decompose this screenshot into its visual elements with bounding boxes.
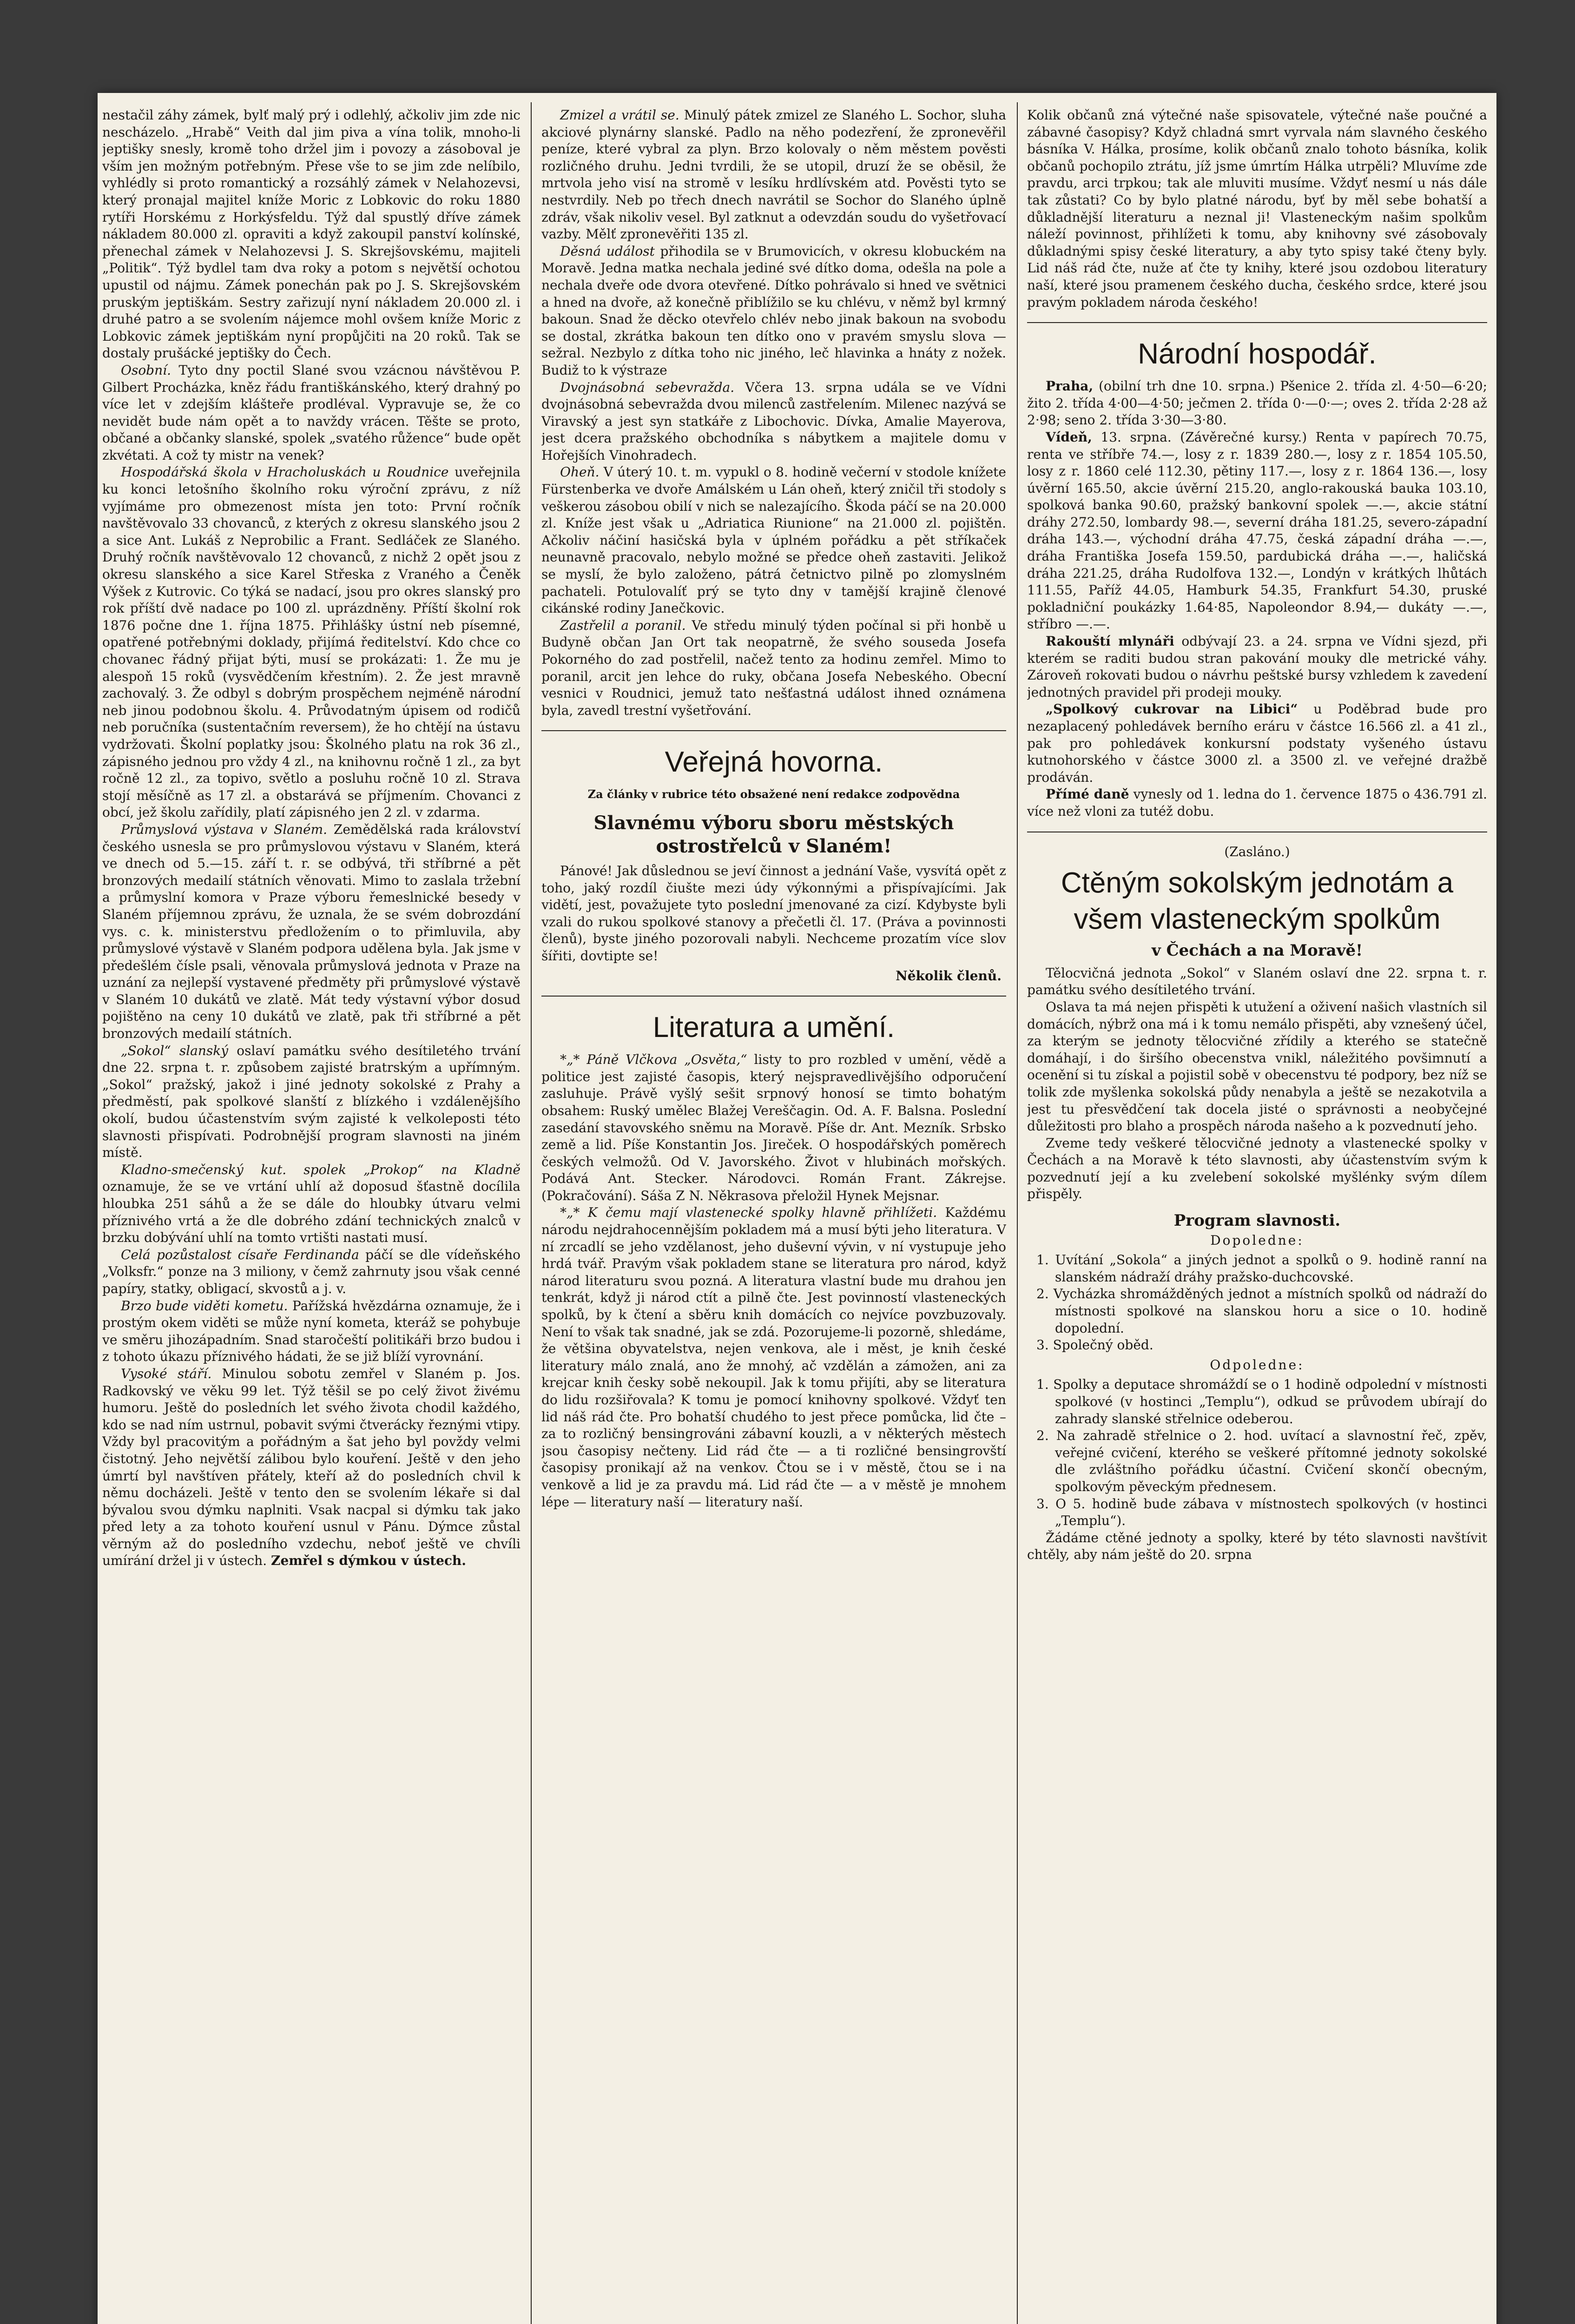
appeal-title: Ctěným sokolským jednotám a všem vlasteneckým spolkům [1061,867,1454,936]
article-lead: Praha, [1046,378,1094,394]
article-vystava: Průmyslová výstava v Slaném. Zemědělská rada království českého usnesla se pro průmyslovou výstavu v Slaném, která ve dnech od 5.—15. září t. r. se odbývá, tři stříbrné a pět bronzových medailí státních věnovati. Mimo to zaslala tržební a průmyslní komora v Praze výboru řemeslnické besedy v Slaném příjemnou zprávu, že uznala, že se svém dobrozdání vys. c. k. ministerstvu předložením o to přimluvila, aby průmyslové výstavě v Slaném podpora udělena byla. Jak jsme v předešlém čísle psali, věnovala průmyslová jednota v Praze na uznání za nejlepší vystavené předměty při průmyslové výstavě v Slaném 10 dukátů ve zlatě. Mát tedy výstavní výbor dosud pojištěno na ceny 10 dukátů ve zlatě, pak tři stříbrné a pět bronzových medailí státních. [102,821,521,1042]
program-item: 2. Na zahradě střelnice o 2. hod. uvítací a slavnostní řeč, zpěv, veřejné cvičení, kterého se veškeré přítomné jednoty sokolské dle zvláštního pořádku účastní. Cvičení skončí obecným, spolkovým pěveckým přednesem. [1036,1428,1487,1494]
article-lead: „Sokol“ slanský [121,1043,229,1058]
appeal-body: Oslava ta má nejen přispěti k utužení a oživení našich vlastních sil domácích, nýbrž ona má i k tomu nemálo přispěti, aby vznešený účel, za kterým se jednoty tělocvičné zřídily a kterého se statečně domáhají, i do širšího obecenstva vnikl, náležitého povšimnutí a ocenění si tu získal a pojistil sobě v obecenstvu té podpory, bez níž se tolik zde myšlenka sokolská půdy nenabyla a ještě se nezakotvila a jest tu přesvědčení tak docela jisté o správnosti a neobyčejné důležitosti pro blaho a prospěch národa našeho a k pozvednutí jeho. [1027,999,1487,1134]
program-item: 3. Společný oběd. [1036,1337,1153,1353]
article-udalost: Děsná událost přihodila se v Brumovicích, v okresu klobuckém na Moravě. Jedna matka nechala jediné své dítko doma, odešla na pole a nechala dveře ode dvora otevřené. Dítko pohrávalo si hned ve světnici a hned na dvoře, až konečně přiblížilo se ku chlévu, v němž byl krmný bakoun. Snad že děcko otevřelo chlév nebo jinak bakoun na svobodu se dostal, zkrátka bakoun ten dítko ono v pravém smyslu slova — sežral. Nezbylo z dítka toho nic jiného, leč hlavinka a hnáty z nožek. Budiž to k výstraze [541,243,1006,378]
article-lead: Zastřelil a poranil. [560,617,686,633]
article-lead: Dvojnásobná sebevražda. [560,379,735,395]
column-right [1027,107,1487,2324]
appeal-subtitle: v Čechách a na Moravě! [1151,941,1363,960]
article-mlynari: Rakouští mlynáři odbývají 23. a 24. srpna ve Vídni sjezd, při kterém se raditi budou stran pakování mouky dle metrické váhy. Zároveň rokovati budou o návrhu peštské bursy vzhledem k zavedení jednotných pravidel při prodeji mouky. [1027,634,1487,700]
appeal-closing: Žádáme ctěné jednoty a spolky, které by této slavnosti navštívit chtěly, aby nám ještě do 20. srpna [1027,1530,1487,1563]
article-lead: Průmyslová výstava v Slaném. [121,821,328,837]
program-title: Program slavnosti. [1173,1211,1341,1230]
article-sokol: „Sokol“ slanský oslaví památku svého desítiletého trvání dne 22. srpna t. r. způsobem zajisté bratrským a upřímným. „Sokol“ pražský, jakož i jiné jednoty sokolské z Prahy a předměstí, pak spolkové slanští z blízkého i vzdálenějšího okolí, budou účastenstvím svým zajisté k velkoleposti této slavnosti přispívati. Podrobnější program slavnosti na jiném místě. [102,1043,521,1161]
appeal-intro: Tělocvičná jednota „Sokol“ v Slaném oslaví dne 22. srpna t. r. památku svého desítiletého trvání. [1027,965,1487,998]
section-title-literatura: Literatura a umění. [652,1011,895,1044]
article-lead: Vysoké stáří. [121,1366,212,1381]
article-viden: Vídeň, 13. srpna. (Závěrečné kursy.) Renta v papírech 70.75, renta ve stříbře 74.—, losy z r. 1839 280.—, losy z r. 1854 105.50, losy z r. 1860 celé 112.30, pětiny 117.—, losy z r. 1864 136.—, losy úvěrní 165.50, akcie úvěrní 215.20, anglo-rakouská bauka 103.10, spolková banka 90.60, pražský bankovní spolek —.—, akcie státní dráhy 272.50, lombardy 98.—, severní dráha 181.25, severo-západní dráha 143.—, východní dráha 47.75, česká západní dráha —.—, dráha Františka Josefa 159.50, pardubická dráha —.—, haličská dráha 221.25, dráha Rudolfova 132.—, Londýn v krátkých lhůtách 111.55, Paříž 44.05, Hamburk 54.35, Frankfurt 54.30, pruské pokladniční poukázky 1.64·85, Napoleondor 8.94,— dukáty —.—, stříbro —.—. [1027,429,1487,632]
article-lead: Vídeň, [1046,429,1092,445]
section-title-hospodar: Národní hospodář. [1138,338,1377,370]
article-hosp-skola: Hospodářská škola v Hracholuskách u Roudnice uveřejnila ku konci letošního školního roku výroční zprávu, z níž vyjímáme pro obmezenost místa jen toto: První ročník navštěvovalo 33 chovanců, z kterých z okresu slanského jsou 2 a sice Ant. Lukáš z Neprobilic a Frant. Sedláček ze Slaného. Druhý ročník navštěvovalo 12 chovanců, z nichž 2 opět jsou z okresu slanského a sice Karel Střeska z Vraného a Čeněk Výšek z Kutrovic. Co týká se nadací, jsou pro okres slanský pro rok příští dvě nadace po 100 zl. uprázdněny. Příští školní rok 1876 počne dne 1. října 1875. Přihlášky ústní neb písemné, opatřené potřebnými doklady, přijímá ředitelství. Kdo chce co chovanec řádný přijat býti, musí se prokázati: 1. Že mu je alespoň 15 roků (vysvědčením křestním). 2. Že jest mravně zachovalý. 3. Že odbyl s dobrým prospěchem nejméně národní neb jinou podobnou školu. 4. Průvodatným úpisem od rodičů neb poručníka (sustentačním reversem), že ho chtějí na ústavu vydržovati. Školní poplatky jsou: Školného platu na rok 36 zl., zápisného jednou pro vždy 4 zl., na knihovnu ročně 1 zl., za byt ročně 12 zl., za topivo, světlo a posluhu ročně 10 zl. Strava stojí měsíčně as 17 zl. a obstarává se příjmením. Chovanci z obcí, jež školu zařídily, platí zápisného jen 2 zl. v zdarma. [102,464,521,820]
article-jeptisky: nestačil záhy zámek, bylť malý prý i odlehlý, ačkoliv jim zde nic nescházelo. „Hrabě“ Veith dal jim piva a vína tolik, mnoho-li jeptišky snesly, kromě toho držel jim i povozy a zásoboval je vším jen možným potřebným. Přese vše to se jim zde nelíbilo, vyhlédly si proto romantický a rozsáhlý zámek v Nelahozevsi, který pronajal majitel kníže Moric z Lobkovic do roku 1880 rytíři Horskému z Horkýsfeldu. Týž dal spustlý dříve zámek nákladem 80.000 zl. opraviti a když zakoupil panství kolínské, přenechal zámek v Nelahozevsi J. S. Skrejšovskému, majiteli „Politik“. Týž bydlel tam dva roky a potom s největší ochotou upustil od nájmu. Zámek ponechán pak po J. S. Skrejšovském pruským jeptiškám. Sestry zařizují nyní nákladem 20.000 zl. i druhé patro a se svolením nájemce mohl ovšem kníže Moric z Lobkovic zámek jeptiškám nyní propůjčiti na 20 roků. Tak se dostaly prušácké jeptišky do Čech. [102,107,521,361]
article-lead: „Spolkový cukrovar na Libici“ [1046,701,1298,717]
article-kolik: Kolik občanů zná výtečné naše spisovatele, výtečné naše poučné a zábavné časopisy? Když chladná smrt vyrvala nám slavného českého básníka V. Hálka, prosíme, kolik občanů znalo tohoto básníka, kolik občanů pochopilo ztrátu, jíž jsme úmrtím Hálka utrpěli? Mluvíme zde pravdu, arci trpkou; tak ale mluviti musíme. Vždyť nesmí u nás dále tak zůstati? Co by bylo platné národu, byť by měl sebe bohatší a důkladnější literaturu a neznal ji! Vlasteneckým našim spolkům náleží povinnost, přihlížeti k tomu, aby knihovny své zásobovaly důkladnými spisy české literatury, a aby tyto spisy také čteny byly. Lid náš rád čte, nuže ať čte ty knihy, které jsou ozdobou literatury naší, které jsou pramenem českého ducha, českého srdce, které jsou pravým pokladem národa českého! [1027,107,1487,310]
program-item: 3. O 5. hodině bude zábava v místnostech spolkových (v hostinci „Templu“). [1036,1496,1487,1529]
article-spolky: *„* K čemu mají vlastenecké spolky hlavně přihlížeti. Každému národu nejdrahocennějším pokladem má a musí býti jeho literatura. V ní zrcadlí se jeho vzdělanost, jeho duševní vývin, v ní vystupuje jeho hrdá tvář. Pravým však pokladem stane se literatura pro národ, když národ literaturu svou pozná. A literatura vlastní bude mu drahou jen tenkrát, když ji národ ctít a pilně čte. Jest povinností vlasteneckých spolků, by k čtení a sběru knih domácích co nejvíce povzbuzovaly. Není to však tak snadné, jak se zdá. Pozorujeme-li pozorně, shledáme, že většina obyvatelstva, nejen venkova, ale i měst, je knih české literatury málo znalá, ano že mnohý, ač vzdělán a zámožen, ani za krejcar knih česky sobě nekoupil. Jak k tomu přijíti, aby se literatura do lidu rozšiřovala? K tomu je pomocí knihovny spolkové. Vždyť ten lid náš rád čte. Pro bohatší chudého to jest přece pomůcka, lid čte – za to rozličný bensingrováni zábavní kouzli, a v některých městech jsou časopisy nečteny. Lid rád čte — a ti rozličné bensingrovští časopisy pronikají až na venkov. Čtou se i v městě, čtou se i na venkově a lid je za pravdu má. Lid rád čte — a v městě je mnohem lépe — literatury naší — literatury naší. [541,1205,1006,1510]
program-item: 1. Spolky a deputace shromáždí se o 1 hodině odpolední v místnosti spolkové (v hostinci „Templu“), odkud se průvodem ubírají do zahrady slanské střelnice odeberou. [1036,1377,1487,1426]
article-cukrovar: „Spolkový cukrovar na Libici“ u Poděbrad bude pro nezaplacený pohledávek berního eráru v částce 16.566 zl. a 41 zl., pak pro pohledávek konkursní podstaty vyšeného ústavu kutnohorského v částce 3000 zl. a 3500 zl. ve veřejné dražbě prodáván. [1027,701,1487,785]
article-lead: Osobní. [121,362,171,378]
section-divider [1027,322,1487,323]
section-divider [541,996,1006,997]
zaslano-label: (Zasláno.) [1224,844,1290,859]
program-item: 2. Vycházka shromážděných jednot a místních spolků od nádraží do místnosti spolkové na slanskou horu a sice o 10. hodině dopolední. [1036,1286,1487,1336]
article-lead: Hospodářská škola v Hracholuskách u Roudnice [121,464,449,480]
newspaper-page [98,93,1496,2324]
article-stari: Vysoké stáří. Minulou sobotu zemřel v Slaném p. Jos. Radkovský ve věku 99 let. Týž těšil se po celý život živému humoru. Ještě do posledních let svého života chodil každého, kdo se nad ním ustrnul, pobavit svými čtverácky řeznými vtipy. Vždy byl pracovitým a pořádným a šat jeho byl povždy velmi čistotný. Jeho největší zálibou bylo kouření. Ještě v den jeho úmrtí byl navštíven přátely, kteří až do posledních chvil k němu docházeli. Ještě v tento den se svolením lékaře si dal bývalou svou dýmku naplniti. Vsak nacpal si dýmku tak jako před lety a za tohoto kouření usnul v Pánu. Dýmce zůstal věrným až do posledního vzdechu, neboť ještě ve chvíli umírání držel ji v ústech. Zemřel s dýmkou v ústech. [102,1366,521,1569]
article-lead: Přímé daně [1046,786,1129,802]
article-dane: Přímé daně vynesly od 1. ledna do 1. července 1875 o 436.791 zl. více než vloni za tutéž dobu. [1027,786,1487,819]
article-kladno: Kladno-smečenský kut. spolek „Prokop“ na Kladně oznamuje, že se ve vrtání uhlí až doposud šťastně docílila hloubka 251 sáhů a že se dále do hloubky útvaru velmi příznivého vrtá a že dle dobrého zdání technických znalců v brzku dobývání uhlí na tomto vrtišti nastati musí. [102,1162,521,1246]
article-lead: *„* K čemu mají vlastenecké spolky hlavně přihlížeti. [560,1205,937,1221]
article-lead: Kladno-smečenský kut. spolek „Prokop“ na Kladně [121,1162,521,1177]
letter-signature: Několik členů. [896,968,1002,984]
column-left [102,107,521,2324]
article-zmizel: Zmizel a vrátil se. Minulý pátek zmizel ze Slaného L. Sochor, sluha akciové plynárny slanské. Padlo na něho podezření, že zpronevěřil peníze, které vybral za plyn. Brzo kolovaly o něm městem pověsti rozličného druhu. Jedni tvrdili, že se utopil, druzí že se oběsil, že mrtvola jeho visí na stromě v lesíku hrdlívském atd. Pověsti tyto se nestvrdily. Neb po třech dnech navrátil se Sochor do Slaného úplně zdráv, však nikoliv vesel. Byl zatknut a odevzdán soudu do vyšetřovací vazby. Mělť zpronevěřiti 135 zl. [541,107,1006,242]
article-osveta: *„* Páně Vlčkova „Osvěta,“ listy to pro rozbled v umění, vědě a politice jest zajisté časopis, který nejspravedlivějšího odporučení zasluhuje. Právě vyšlý sešit srpnový honosí se timto bohatým obsahem: Ruský umělec Blažej Vereščagin. Od. A. F. Balsna. Poslední zasedání stavovského sněmu na Moravě. Píše dr. Ant. Mezník. Srbsko země a lid. Píše Konstantin Jos. Jireček. O hospodářských poměrech českých velmožů. Od V. Javorského. Život v hlubinách mořských. Podává Ant. Stecker. Národovci. Román Frant. Zákrejse. (Pokračování). Sáša Z N. Někrasova přeložil Hynek Mejsnar. [541,1052,1006,1203]
section-disclaimer: Za články v rubrice této obsažené není redakce zodpovědna [587,787,960,801]
program-morning-heading: Dopoledne: [1210,1232,1304,1248]
program-afternoon-heading: Odpoledne: [1210,1357,1305,1373]
program-item: 1. Uvítání „Sokola“ a jiných jednot a spolků o 9. hodině ranní na slanském nádraží dráhy pražsko-duchcovské. [1036,1252,1487,1285]
column-middle [541,107,1006,2324]
article-ohen: Oheň. V úterý 10. t. m. vypukl o 8. hodině večerní v stodole knížete Fürstenberka ve dvoře Amálském u Lán oheň, který zničil tři stodoly s veškerou zásobou obilí v nich se nalezajícího. Škoda páčí se na 20.000 zl. Kníže jest však u „Adriatica Riunione“ na 21.000 zl. pojištěn. Ačkoliv náčiní hasičská byla v úplném pořádku a pět stříkaček neunavně pracovalo, nebylo možné se předce oheň zastaviti. Jelikož se myslí, že bylo založeno, pátrá četnictvo pilně po zlomyslném pachateli. Potulovalíť prý se tyto dny v tamější krajině členové cikánské rodiny Janečkovic. [541,464,1006,616]
article-kometa: Brzo bude viděti kometu. Pařížská hvězdárna oznamuje, že i prostým okem viděti se může nyní kometa, kteráž se pohybuje ve směru jihozápadním. Snad staročeští politikáři brzo budou i z tohoto úkazu příznivého hádati, že se již blíží vyrovnání. [102,1298,521,1365]
article-sebevrazda: Dvojnásobná sebevražda. Včera 13. srpna udála se ve Vídni dvojnásobná sebevražda dvou milenců zastřelením. Milenec nazývá se Viravský a jest syn statkáře z Libochovic. Dívka, Amalie Mayerova, jest dcera pražského obchodníka s nábytkem a majitele domu v Hořejších Vinohradech. [541,379,1006,463]
article-lead: Zmizel a vrátil se. [560,107,679,123]
article-ferdinand: Celá pozůstalost císaře Ferdinanda páčí se dle vídeňského „Volksfr.“ ponze na 3 miliony, v čemž zahrnuty jsou však cenné papíry, statky, obligací, skvostů a j. v. [102,1247,521,1296]
article-lead: Oheň. [560,464,600,480]
appeal-invite: Zveme tedy veškeré tělocvičné jednoty a vlastenecké spolky v Čechách a na Moravě k této slavnosti, aby účastenstvím svým k pozvednutí její a ku zvelebení sokolské myšlénky svým dílem přispěly. [1027,1135,1487,1202]
article-lead: Rakouští mlynáři [1046,634,1174,649]
letter-title: Slavnému výboru sboru městských ostrostřelců v Slaném! [593,812,954,857]
article-lead: Brzo bude viděti kometu. [121,1298,288,1314]
article-praha: Praha, (obilní trh dne 10. srpna.) Pšenice 2. třída zl. 4·50—6·20; žito 2. třída 4·00—4·50; ječmen 2. třída 0·—0·—; oves 2. třída 2·28 až 2·98; seno 2. třída 3·30—3·80. [1027,378,1487,428]
letter-body: Pánové! Jak důslednou se jeví činnost a jednání Vaše, vysvítá opět z toho, jaký rozdíl čiušte mezi údy výkonnými a přispívajícími. Jak vidětí, jest, považujete tyto poslední jmenované za cizí. Kdybyste byli vzali do rukou spolkové stanovy a přečetli čl. 17. (Práva a povinnosti členů), byste jiného pozorovali nabyli. Nechceme prozatím více slov šířiti, dovtipte se! [541,863,1006,964]
section-title-verejna-hovorna: Veřejná hovorna. [665,746,883,779]
article-zastrelil: Zastřelil a poranil. Ve středu minulý týden počínal si při honbě u Budyně občan Jan Ort tak neopatrně, že svého souseda Josefa Pokorného do zad postřelil, načež tento za hodinu zemřel. Mimo to poranil, arcit jen lehce do ruky, občana Josefa Nebeského. Obecní vesnici v Roudnici, jemuž tato nešťastná událost ihned oznámena byla, zavedl trestní vyšetřování. [541,617,1006,718]
column-rule [1017,102,1018,2324]
article-lead: Celá pozůstalost císaře Ferdinanda [121,1247,359,1262]
article-lead: Děsná událost [560,243,655,259]
article-osobni: Osobní. Tyto dny poctil Slané svou vzácnou návštěvou P. Gilbert Procházka, kněz řádu františkánského, který drahný po více let v zdejším klášteře prodléval. Vypravuje se, že co nevidět bude nám opět a to navždy vrácen. Těšte se proto, občané a občanky slanské, spolek „svatého růžence“ bude opět zkvétati. A což ty mistr na venek? [102,362,521,463]
section-divider [541,730,1006,731]
article-lead: *„* Páně Vlčkova „Osvěta,“ [560,1052,747,1068]
column-rule [531,102,532,2324]
